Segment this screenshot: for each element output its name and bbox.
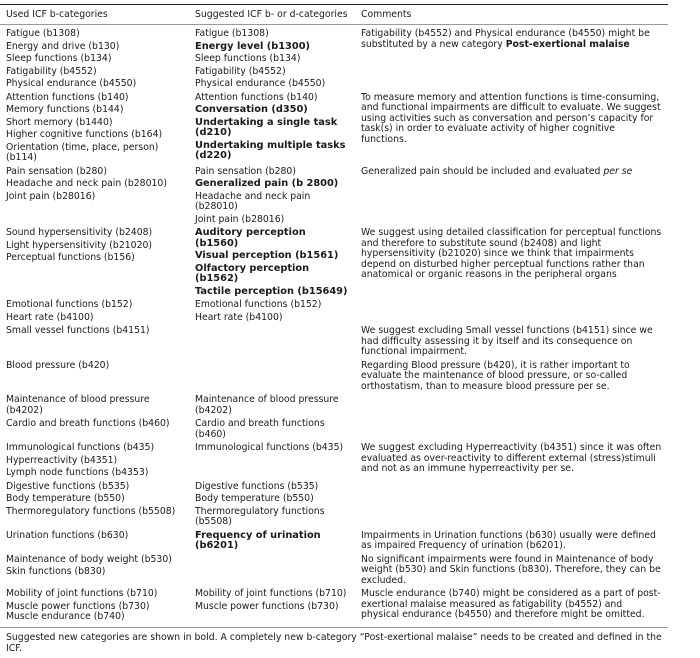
used-categories-cell (0, 588, 189, 627)
suggested-category: Fatigue (b1308) (195, 28, 269, 39)
suggested-category: Sleep functions (b134) (195, 53, 301, 64)
suggested-categories-cell (189, 299, 355, 325)
used-categories-cell (0, 25, 189, 92)
used-category: Light hypersensitivity (b21020) (6, 239, 153, 251)
table-row (0, 227, 668, 299)
used-category: Cardio and breath functions (b460) (6, 418, 170, 429)
used-categories-cell (0, 227, 189, 299)
suggested-categories-cell (189, 481, 355, 530)
used-category: Attention functions (b140) (6, 91, 129, 103)
suggested-category-new: Generalized pain (b 2800) (195, 178, 339, 189)
suggested-category: Body temperature (b550) (195, 493, 314, 504)
icf-categories-table (0, 4, 668, 628)
suggested-category: Pain sensation (b280) (195, 165, 296, 177)
table-footnote: Suggested new categories are shown in bold. A completely new b-category “Post-exertional malaise” needs to be created and defined in the ICF. (6, 631, 662, 654)
header-row (0, 5, 668, 25)
table-row (0, 25, 668, 92)
table-row (0, 554, 668, 589)
suggested-category-new: Visual perception (b1561) (195, 250, 339, 261)
table-row (0, 360, 668, 395)
suggested-category-new: Undertaking multiple tasks (d220) (195, 139, 346, 161)
comment-generalized-pain: Generalized pain should be included and evaluated per se (361, 165, 633, 177)
used-category: Sleep functions (b134) (6, 53, 112, 64)
table-row (0, 299, 668, 325)
header-suggested-categories: Suggested ICF b- or d-categories (195, 9, 348, 20)
suggested-category: Mobility of joint functions (b710) (195, 588, 347, 599)
used-categories-cell (0, 92, 189, 166)
used-category: Headache and neck pain (b28010) (6, 178, 167, 189)
used-category: Fatigability (b4552) (6, 65, 97, 77)
used-category: Body temperature (b550) (6, 493, 125, 504)
used-category: Perceptual functions (b156) (6, 252, 135, 263)
suggested-category-new: Olfactory perception (b1562) (195, 262, 310, 284)
table-row (0, 92, 668, 166)
suggested-category: Digestive functions (b535) (195, 480, 319, 492)
used-categories-cell (0, 299, 189, 325)
used-category: Thermoregulatory functions (b5508) (6, 505, 176, 517)
suggested-category: Heart rate (b4100) (195, 311, 283, 323)
used-categories-cell (0, 554, 189, 589)
comment-cognitive: To measure memory and attention functions is time-consuming, and functional impairments are difficult to evaluate. We suggest using activities such as conversation and person’s capacity for task(s) in order to evaluate activity of higher cognitive functions. (361, 91, 661, 145)
table-row (0, 481, 668, 530)
suggested-category: Maintenance of blood pressure (b4202) (195, 394, 339, 416)
used-category: Short memory (b1440) (6, 116, 113, 128)
comment-body-weight-skin: No significant impairments were found in Maintenance of body weight (b530) and Skin functions (b830). Therefore, they can be excluded. (361, 553, 661, 586)
used-category: Small vessel functions (b4151) (6, 325, 150, 336)
used-category: Immunological functions (b435) (6, 442, 155, 453)
suggested-category-new: Conversation (d350) (195, 104, 308, 115)
table-row (0, 418, 668, 442)
header-used-categories: Used ICF b-categories (6, 9, 108, 20)
suggested-category-new: Auditory perception (b1560) (195, 227, 306, 249)
suggested-category: Physical endurance (b4550) (195, 78, 326, 89)
used-category: Digestive functions (b535) (6, 480, 130, 492)
used-category: Mobility of joint functions (b710) (6, 588, 158, 599)
table-row (0, 394, 668, 418)
used-category: Sound hypersensitivity (b2408) (6, 227, 153, 238)
suggested-category-new: Energy level (b1300) (195, 40, 310, 52)
suggested-category: Muscle power functions (b730) (195, 600, 339, 612)
suggested-categories-cell (189, 588, 355, 627)
suggested-categories-cell (189, 25, 355, 92)
used-category: Heart rate (b4100) (6, 311, 94, 323)
used-categories-cell (0, 166, 189, 228)
suggested-category: Thermoregulatory functions (b5508) (195, 505, 325, 527)
comment-fatigability: Fatigability (b4552) and Physical endurance (b4550) might be substituted by a new category Post-exertional malaise (361, 28, 650, 50)
used-category: Muscle power functions (b730) Muscle endurance (b740) (6, 600, 150, 622)
used-category: Higher cognitive functions (b164) (6, 129, 163, 140)
suggested-category-new: Tactile perception (b15649) (195, 285, 348, 297)
comment-muscle-endurance: Muscle endurance (b740) might be considered as a part of post-exertional malaise measured as fatigability (b4552) and physical endurance (b4550) and therefore might be omitted. (361, 588, 661, 620)
suggested-categories-cell (189, 92, 355, 166)
used-category: Fatigue (b1308) (6, 28, 80, 39)
suggested-categories-cell (189, 227, 355, 299)
suggested-category: Cardio and breath functions (b460) (195, 418, 325, 440)
used-category: Urination functions (b630) (6, 529, 129, 541)
table-row (0, 166, 668, 228)
comment-blood-pressure: Regarding Blood pressure (b420), it is rather important to evaluate the maintenance of blood pressure, or so-called orthostatism, than to measure blood pressure per se. (361, 359, 630, 392)
used-category: Skin functions (b830) (6, 566, 106, 577)
comment-urination: Impairments in Urination functions (b630) usually were defined as impaired Frequency of urination (b6201). (361, 529, 656, 551)
new-category-term: Post-exertional malaise (505, 38, 630, 50)
suggested-categories-cell (189, 166, 355, 228)
used-category: Blood pressure (b420) (6, 359, 110, 371)
used-category: Emotional functions (b152) (6, 299, 133, 310)
comment-hyperreactivity: We suggest excluding Hyperreactivity (b4351) since it was often evaluated as over-reactivity to different external (stress)stimuli and not as an immune hyperreactivity per se. (361, 442, 662, 474)
table-row (0, 325, 668, 360)
used-categories-cell (0, 442, 189, 481)
used-category: Maintenance of blood pressure (b4202) (6, 394, 150, 416)
comment-perceptual: We suggest using detailed classification for perceptual functions and therefore to substitute sound (b2408) and light hypersensitivity (b21020) since we think that impairments depend on disturbed higher perceptual functions rather than anatomical or organic reasons in the peripheral organs (361, 227, 662, 280)
used-category: Lymph node functions (b4353) (6, 467, 149, 478)
suggested-category: Immunological functions (b435) (195, 442, 344, 453)
suggested-category: Fatigability (b4552) (195, 65, 286, 77)
table-row (0, 442, 668, 481)
suggested-category: Joint pain (b28016) (195, 213, 285, 225)
used-category: Memory functions (b144) (6, 104, 124, 115)
used-category: Orientation (time, place, person) (b114) (6, 141, 159, 163)
used-category: Hyperreactivity (b4351) (6, 454, 118, 466)
suggested-category: Headache and neck pain (b28010) (195, 190, 311, 212)
suggested-category-new: Frequency of urination (b6201) (195, 529, 321, 551)
suggested-category: Attention functions (b140) (195, 91, 318, 103)
comment-small-vessel: We suggest excluding Small vessel functions (b4151) since we had difficulty assessing it by itself and its consequence on functional impairment. (361, 325, 653, 357)
suggested-category: Emotional functions (b152) (195, 299, 322, 310)
used-categories-cell (0, 481, 189, 530)
table-row (0, 530, 668, 554)
used-category: Pain sensation (b280) (6, 165, 107, 177)
used-category: Physical endurance (b4550) (6, 78, 137, 89)
header-comments: Comments (361, 9, 412, 20)
used-category: Maintenance of body weight (b530) (6, 553, 172, 565)
used-category: Joint pain (b28016) (6, 190, 96, 202)
used-category: Energy and drive (b130) (6, 40, 120, 52)
suggested-category-new: Undertaking a single task (d210) (195, 116, 338, 138)
table-row (0, 588, 668, 627)
